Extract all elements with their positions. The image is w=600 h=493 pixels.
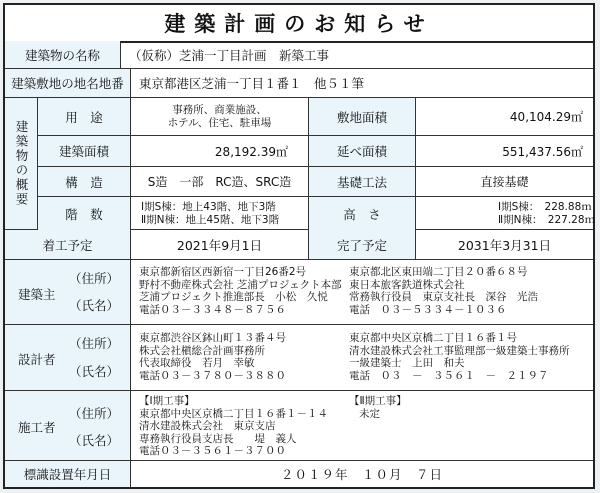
end-value: 2031年3月31日: [415, 230, 593, 259]
designer-left-line: 電話０３－３７８０－３８８０: [139, 369, 286, 382]
contractor-phase1-line: 東京都中央区京橋二丁目１６番１－１４: [139, 407, 328, 420]
use-value: [130, 98, 308, 135]
site-area-value: 40,104.29㎡: [415, 98, 593, 135]
designer-value-cell: [130, 325, 593, 390]
owner-left-line: 東京都新宿区西新宿一丁目26番2号: [139, 266, 307, 278]
overview-row-structure: [38, 167, 593, 197]
contractor-phase1-line: 専務執行役員支店長 堤 義人: [139, 432, 297, 445]
contractor-phase2-label: 【Ⅱ期工事】: [349, 395, 407, 407]
owner-label: 建築主: [18, 287, 56, 302]
posting-date-value: ２０１９年 １０月 ７日: [130, 461, 593, 487]
overview-label: 建築物の概要: [14, 120, 29, 207]
owner-name-label: （氏名）: [69, 298, 120, 313]
designer-right-line: 一級建築士 上田 和夫: [349, 357, 465, 369]
foundation-value: 直接基礎: [415, 167, 593, 196]
contractor-label: 施工者: [18, 420, 56, 435]
structure-label: 構 造: [38, 167, 130, 196]
foundation-label: 基礎工法: [308, 167, 415, 196]
designer-addr-label: （住所）: [69, 336, 120, 351]
overview-row-area: [38, 136, 593, 167]
use-value-line: ホテル、住宅、駐車場: [167, 116, 272, 129]
owner-left-line: 電話０３－３３４８－８７５６: [139, 303, 286, 316]
sign-title: 建築計画のお知らせ: [5, 5, 593, 43]
floors-value: [130, 197, 308, 230]
floors-label: 階 数: [38, 197, 130, 230]
owner-left: [139, 266, 342, 316]
designer-right: [349, 332, 570, 382]
floor-area-label: 延べ面積: [308, 136, 415, 166]
designer-name-label: （氏名）: [69, 364, 120, 379]
contractor-value-cell: [130, 391, 593, 460]
row-owner: [5, 260, 593, 325]
owner-left-line: 野村不動産株式会社 芝浦プロジェクト本部: [139, 278, 342, 291]
use-value-line: 事務所、商業施設、: [172, 103, 267, 116]
posting-date-label: 標識設置年月日: [5, 461, 130, 487]
floors-value-line: Ⅱ期N棟：地上45階、地下3階: [141, 213, 280, 226]
notice-sign: [3, 3, 595, 489]
overview-block: [5, 98, 596, 230]
building-area-value: 28,192.39㎡: [130, 136, 308, 166]
structure-value: S造 一部 RC造、SRC造: [130, 167, 308, 196]
owner-right-line: 東日本旅客鉄道株式会社: [349, 278, 465, 291]
owner-addr-label: （住所）: [69, 271, 120, 286]
owner-label-cell: [5, 260, 130, 324]
end-label: 完了予定: [308, 230, 415, 259]
overview-row-floors: [38, 197, 596, 230]
building-name-label: 建築物の名称: [5, 41, 120, 68]
contractor-phase2: [349, 395, 407, 420]
owner-right-line: 東京都北区東田端二丁目２０番６８号: [349, 266, 528, 278]
use-label: 用 途: [38, 98, 130, 135]
contractor-phase1-line: 清水建設株式会社 東京支店: [139, 420, 276, 432]
row-building-name: [5, 41, 593, 69]
owner-right-line: 電話 ０３－５３３４－１０３６: [349, 303, 507, 316]
contractor-phase1-label: 【Ⅰ期工事】: [139, 395, 195, 407]
start-label: 着工予定: [5, 230, 130, 259]
site-area-label: 敷地面積: [308, 98, 415, 135]
owner-value-cell: [130, 260, 593, 324]
row-posting-date: [5, 461, 593, 487]
designer-left-line: 東京都渋谷区鉢山町１３番４号: [139, 332, 286, 344]
owner-left-line: 芝浦プロジェクト推進部長 小松 久悦: [139, 291, 328, 303]
designer-right-line: 清水建設株式会社工事監理部一級建築士事務所: [349, 344, 570, 357]
overview-row-use: [38, 98, 593, 136]
building-area-label: 建築面積: [38, 136, 130, 166]
height-value-line: Ⅱ期N棟： 227.28ｍ: [498, 213, 596, 226]
contractor-addr-label: （住所）: [69, 406, 120, 421]
owner-right-line: 常務執行役員 東京支社長 深谷 光浩: [349, 291, 538, 303]
height-value: [415, 197, 596, 230]
row-designer: [5, 325, 593, 391]
designer-left-line: 代表取締役 若月 幸敏: [139, 357, 255, 369]
contractor-phase1-line: 電話０３－３５６１－３７００: [139, 445, 286, 457]
contractor-phase2-value: 未定: [359, 407, 380, 420]
building-name-value: （仮称）芝浦一丁目計画 新築工事: [120, 41, 593, 68]
height-label: 高 さ: [308, 197, 415, 230]
designer-left: [139, 332, 286, 382]
floors-value-line: Ⅰ期S棟：地上43階、地下3階: [141, 200, 276, 213]
row-schedule: [5, 230, 593, 260]
contractor-name-label: （氏名）: [69, 433, 120, 448]
designer-right-line: 東京都中央区京橋二丁目１６番１号: [349, 332, 517, 344]
designer-label: 設計者: [18, 352, 56, 367]
height-value-line: Ⅰ期S棟： 228.88ｍ: [498, 200, 592, 213]
designer-label-cell: [5, 325, 130, 390]
site-address-value: 東京都港区芝浦一丁目１番１ 他５１筆: [130, 69, 593, 97]
overview-label-cell: [5, 98, 38, 229]
designer-left-line: 株式会社槇総合計画事務所: [139, 344, 265, 357]
row-contractor: [5, 391, 593, 461]
site-address-label: 建築敷地の地名地番: [5, 69, 130, 97]
owner-right: [349, 266, 538, 316]
contractor-label-cell: [5, 391, 130, 460]
start-value: 2021年9月1日: [130, 230, 308, 259]
floor-area-value: 551,437.56㎡: [415, 136, 593, 166]
designer-right-line: 電話 ０３ － ３５６１ － ２１９７: [349, 369, 549, 382]
contractor-phase1: [139, 395, 328, 458]
row-site-address: [5, 69, 593, 98]
